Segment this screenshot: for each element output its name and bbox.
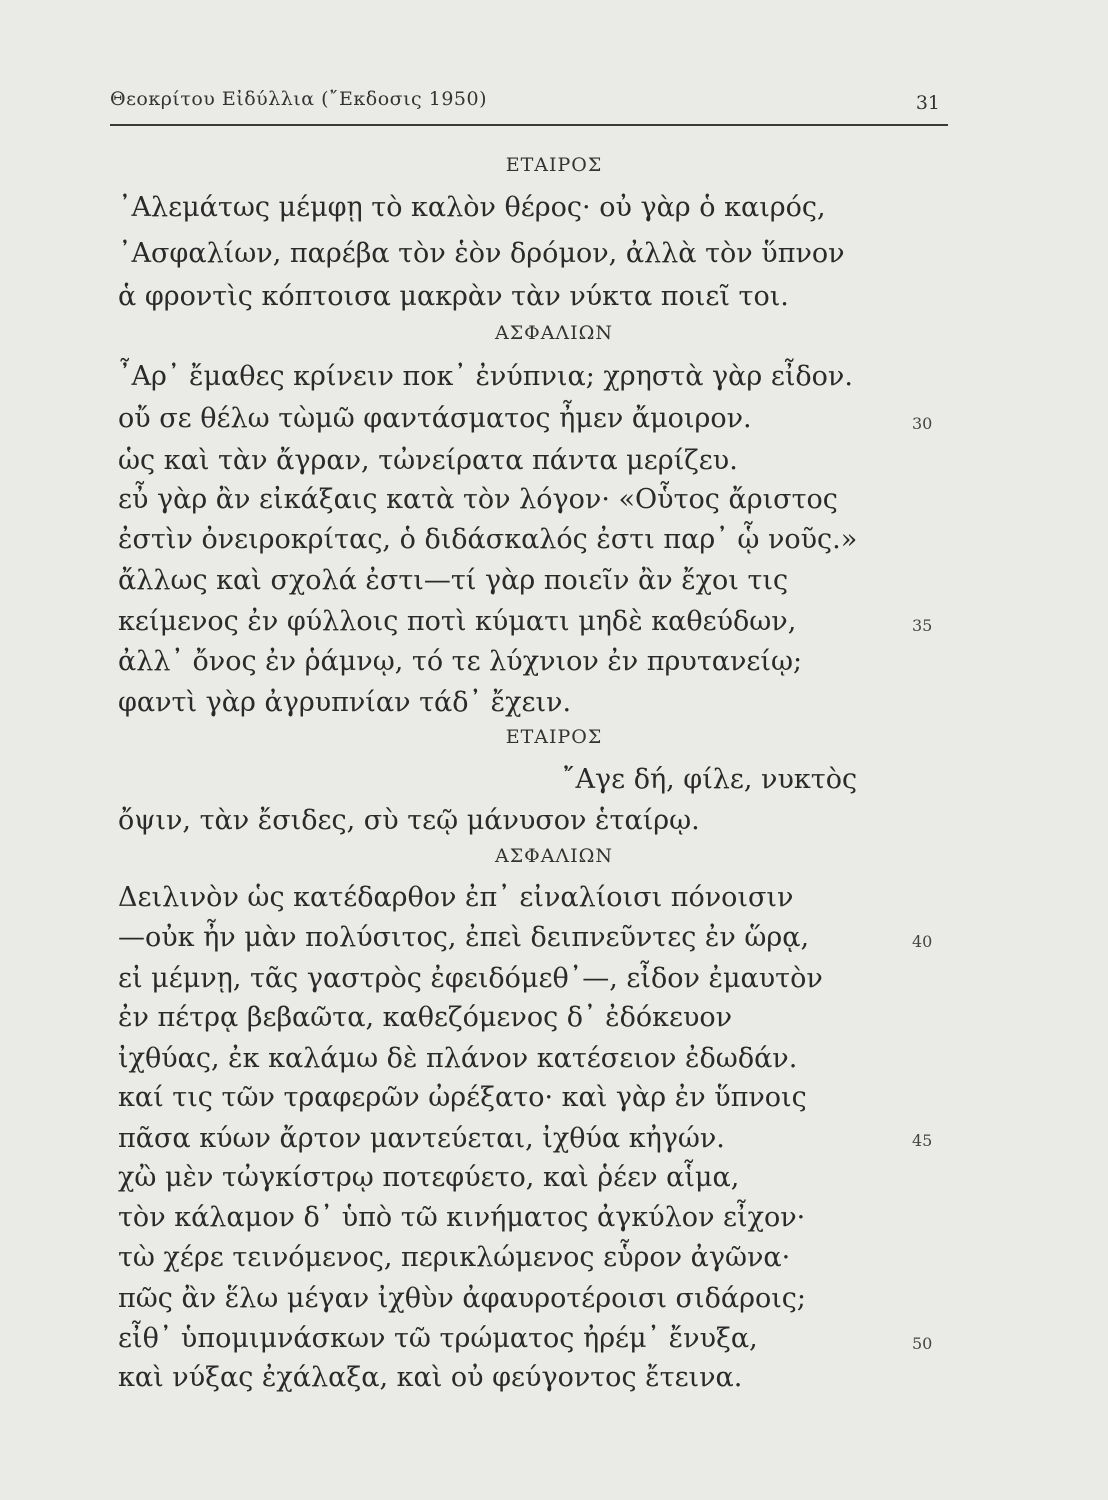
verse-line: ῎Αγε δή, φίλε, νυκτὸς	[562, 764, 858, 795]
verse-line: καί τις τῶν τραφερῶν ὠρέξατο· καὶ γὰρ ἐν ὕπνοις	[118, 1082, 807, 1113]
header-title: Θεοκρίτου Εἰδύλλια (῎Εκδοσις 1950)	[110, 88, 488, 110]
line-number: 35	[912, 616, 933, 635]
speaker-label: ΑΣΦΑΛΙΩΝ	[494, 845, 614, 867]
speaker-label: ΑΣΦΑΛΙΩΝ	[494, 322, 614, 344]
verse-line: πᾶσα κύων ἄρτον μαντεύεται, ἰχθύα κἠγών.	[118, 1123, 725, 1154]
verse-line: καὶ νύξας ἐχάλαξα, καὶ οὐ φεύγοντος ἔτεινα.	[118, 1362, 743, 1393]
verse-line: ῏Αρ᾿ ἔμαθες κρίνειν ποκ᾿ ἐνύπνια; χρηστὰ γὰρ εἶδον.	[118, 361, 853, 392]
verse-line: εὖ γὰρ ἂν εἰκάξαις κατὰ τὸν λόγον· «Οὗτος ἄριστος	[118, 484, 838, 515]
verse-line: ἐστὶν ὀνειροκρίτας, ὁ διδάσκαλός ἐστι παρ᾿ ᾧ νοῦς.»	[118, 524, 858, 555]
verse-line: ἀλλ᾿ ὄνος ἐν ῥάμνῳ, τό τε λύχνιον ἐν πρυτανείῳ;	[118, 646, 803, 677]
verse-line: πῶς ἂν ἕλω μέγαν ἰχθὺν ἀφαυροτέροισι σιδάροις;	[118, 1283, 806, 1314]
verse-line: ἰχθύας, ἐκ καλάμω δὲ πλάνον κατέσειον ἐδωδάν.	[118, 1043, 798, 1074]
verse-line: ἐν πέτρᾳ βεβαῶτα, καθεζόμενος δ᾿ ἐδόκευον	[118, 1002, 733, 1033]
verse-line: —οὐκ ἦν μὰν πολύσιτος, ἐπεὶ δειπνεῦντες ἐν ὥρᾳ,	[118, 922, 810, 953]
verse-line: ᾿Ασφαλίων, παρέβα τὸν ἑὸν δρόμον, ἀλλὰ τὸν ὕπνον	[118, 238, 845, 269]
verse-line: τὼ χέρε τεινόμενος, περικλώμενος εὗρον ἀγῶνα·	[118, 1242, 791, 1273]
verse-line: χὢ μὲν τὠγκίστρῳ ποτεφύετο, καὶ ῥέεν αἷμα,	[118, 1162, 740, 1193]
verse-line: τὸν κάλαμον δ᾿ ὑπὸ τῶ κινήματος ἀγκύλον εἶχον·	[118, 1202, 806, 1233]
line-number: 45	[912, 1131, 933, 1150]
verse-line: εἶθ᾿ ὑπομιμνάσκων τῶ τρώματος ἠρέμ᾿ ἔνυξα,	[118, 1323, 758, 1354]
speaker-label: ΕΤΑΙΡΟΣ	[505, 154, 603, 176]
verse-line: ὡς καὶ τὰν ἄγραν, τὠνείρατα πάντα μερίζευ.	[118, 445, 738, 476]
speaker-label: ΕΤΑΙΡΟΣ	[505, 726, 603, 748]
verse-line: ὄψιν, τὰν ἔσιδες, σὺ τεῷ μάνυσον ἑταίρῳ.	[118, 805, 700, 836]
verse-line: εἰ μέμνῃ, τᾶς γαστρὸς ἐφειδόμεθ᾿—, εἶδον ἐμαυτὸν	[118, 963, 823, 994]
verse-line: ᾿Αλεμάτως μέμφῃ τὸ καλὸν θέρος· οὐ γὰρ ὁ καιρός,	[118, 192, 826, 223]
verse-line: κείμενος ἐν φύλλοις ποτὶ κύματι μηδὲ καθεύδων,	[118, 606, 797, 637]
line-number: 50	[912, 1334, 933, 1353]
verse-line: ἁ φροντὶς κόπτοισα μακρὰν τὰν νύκτα ποιεῖ τοι.	[118, 281, 789, 312]
line-number: 40	[912, 932, 933, 951]
page-number: 31	[915, 92, 940, 114]
verse-line: οὔ σε θέλω τὼμῶ φαντάσματος ἦμεν ἄμοιρον.	[118, 403, 752, 434]
verse-line: ἄλλως καὶ σχολά ἐστι—τί γὰρ ποιεῖν ἂν ἔχοι τις	[118, 565, 789, 596]
verse-line: φαντὶ γὰρ ἀγρυπνίαν τάδ᾿ ἔχειν.	[118, 687, 572, 718]
line-number: 30	[912, 414, 933, 433]
verse-line: Δειλινὸν ὡς κατέδαρθον ἐπ᾿ εἰναλίοισι πόνοισιν	[118, 882, 794, 913]
